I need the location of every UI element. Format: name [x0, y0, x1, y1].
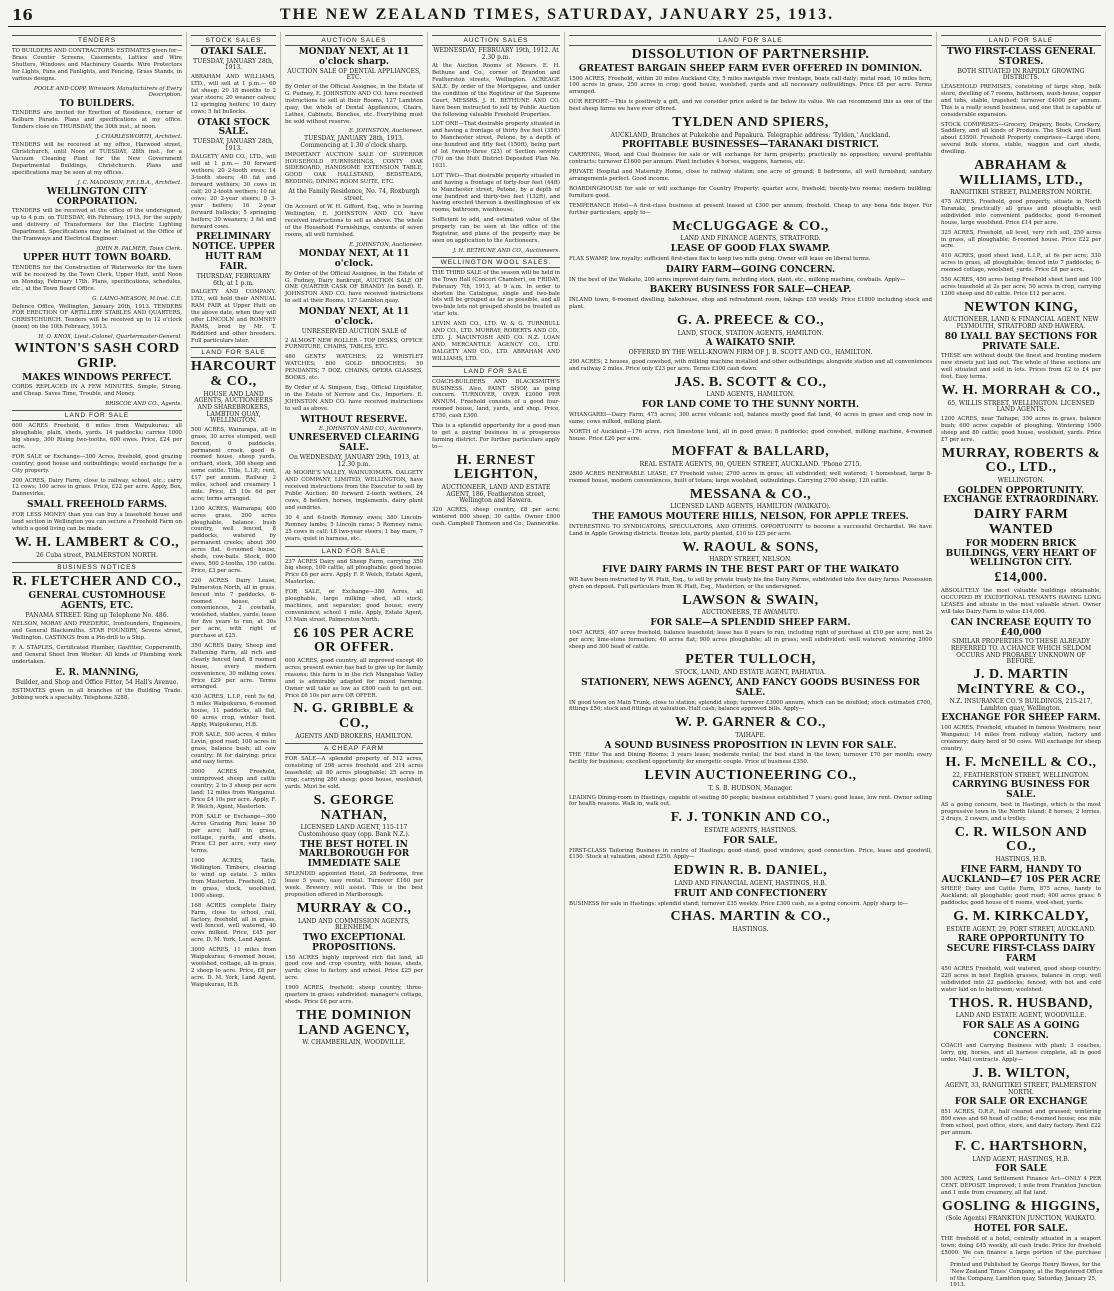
advertiser-name: MOFFAT & BALLARD,	[671, 444, 830, 460]
ad-body: 290 ACRES; 2 houses, good cowshed, with milking machine installed and other outbuildings; alongside station and all conveniences and railway 2 miles. Price only £23 per acre. Terms £300 cash down.	[569, 358, 932, 372]
ad-heading: UNRESERVED CLEARING SALE.	[288, 433, 420, 454]
ad-body: 600 ACRES, good country, all improved except 40 acres; present owner has had to give up for family reasons; this farm is in the rich Mangahao Valley and is admirably adapted for mixed farming. Owner will take as low as £800 cash to get out. Price £6 10s per acre OR OFFER.	[285, 658, 423, 699]
advertiser-name: R. FLETCHER AND CO.,	[12, 574, 182, 590]
ad-heading: RARE OPPORTUNITY TO SECURE FIRST-CLASS DAIRY FARM	[946, 934, 1096, 965]
ad-body: LEVIN AND CO., LTD. W. & G. TURNBULL AND CO., LTD. MURRAY, ROBERTS AND CO., LTD. J. MACINTOSH AND CO. N.Z. LOAN AND MERCANTILE AGENCY CO., LTD. DALGETY AND CO., LTD. ABRAHAM AND WILLIAMS, LTD.	[432, 321, 560, 362]
ad-heading: GENERAL CUSTOMHOUSE AGENTS, ETC.	[28, 590, 166, 611]
section-heading: STOCK SALES	[191, 35, 276, 46]
ad-subheading: LAND, STOCK, STATION AGENTS, HAMILTON.	[677, 329, 824, 337]
ad-subheading: HOUSE AND LAND AGENTS, AUCTIONEERS AND SHAREBROKERS, LAMBTON QUAY, WELLINGTON.	[194, 390, 273, 425]
advertiser-name: W. P. GARNER & CO.,	[675, 715, 826, 731]
ad-body: 450 ACRES Freehold, well watered, good sheep country; 220 acres in best English grasses, balance in crop; well subdivided into 22 paddocks; fenced, with hot and cold water laid on to bathroom; woolshed.	[941, 966, 1101, 993]
ad-body: FIRST-CLASS Tailoring Business in centre of Hastings; good stand, good windows, good connection. Price, lease and goodwill, £150. Stock at valuation, about £250. Apply—	[569, 847, 932, 861]
advertiser-name: £14,000.	[994, 570, 1048, 586]
ad-heading: FIVE DAIRY FARMS IN THE BEST PART OF THE WAIKATO	[602, 564, 899, 575]
ad-heading: FOR SALE AS A GOING CONCERN.	[962, 1021, 1080, 1041]
masthead	[8, 4, 1106, 27]
ad-body: LEADING Dining-room in Hastings, capable of seating 80 people; business established 7 years; good lease, low rent. Owner selling for health reasons. Walk in, walk out.	[569, 794, 932, 808]
ad-body: 600 ACRES Freehold, 6 miles from Waipukurau; all ploughable, plain, sheds, yards. 14 paddocks; carries 1000 big sheep, 300 Rising two-tooths, 600 ewes. Price, £24 per acre.	[12, 423, 182, 450]
ad-body: 851 ACRES, O.R.P., half cleared and grassed; wintering 800 ewes and 60 head of cattle; 6-roomed house; one mile from school, post office, store, and dairy factory. Rent £22 per annum.	[941, 1109, 1101, 1136]
ad-body: 320 ACRES, sheep country, £8 per acre; wintered 800 sheep, 30 cattle. Owner £800 cash. Campbell Thomson and Co., Dannevirke.	[432, 506, 560, 527]
ad-body: 3000 ACRES, 11 miles from Waipukurau; 6-roomed house, woolshed, cottage, all in grass, 2 sheep to acre. Price, £8 per acre. D. M. York, Land Agent, Waipukurau, H.B.	[191, 947, 276, 988]
advertiser-name: DISSOLUTION OF PARTNERSHIP.	[631, 47, 870, 62]
ad-body: NELSON, MORAY AND FREDERIC, Ironfounders, Engineers, and General Blacksmiths. STAR FOUNDRY, Sevens street, Wellington. CASTINGS from a Pin-drill to a Ship.	[12, 621, 182, 642]
ad-body: LOT TWO—That desirable property situated in and having a frontage of forty-four feet (44ft) to Manchester street, Petone, by a depth of one hundred and thirty-two feet (132ft), and having erected thereon a dwellinghouse of six rooms, bathroom, washhouse.	[432, 172, 560, 214]
advertiser-name: W. RAOUL & SONS,	[682, 539, 819, 555]
ad-body: FOR SALE—A splendid property of 512 acres, consisting of 298 acres freehold and 214 acres leasehold; all 80 acres ploughable; 25 acres in crop; carrying 280 sheep; good house, woolshed, yards. Must be sold.	[285, 756, 423, 791]
ad-subheading: AUCTIONEER, LAND & FINANCIAL AGENT, NEW PLYMOUTH, STRATFORD AND HAWERA.	[943, 316, 1099, 331]
ad-heading: 80 LYALL BAY SECTIONS FOR PRIVATE SALE.	[944, 331, 1098, 352]
ad-subheading: LICENSED LAND AGENTS, HAMILTON (WAIKATO).	[670, 503, 831, 511]
advertiser-name: S. GEORGE NATHAN,	[313, 792, 395, 823]
ad-subheading: TUESDAY, JANUARY 28th, 1913.	[193, 57, 274, 72]
ad-subheading: AUCTIONEER, LAND AND ESTATE AGENT, 186, Featherston street, Wellington and Hawera.	[441, 484, 551, 505]
ad-heading: FOR SALE—A SPLENDID SHEEP FARM.	[650, 617, 851, 628]
ad-body: FLAX SWAMP, low royalty; sufficient first-class flax to keep two mills going. Owner will lease on liberal terms.	[569, 255, 871, 262]
ad-subheading: HARDY STREET, NELSON.	[709, 556, 792, 564]
ad-signature: H. O. KNOX, Lieut.-Colonel, Quartermaster-General.	[38, 334, 182, 341]
ad-subheading: BOTH SITUATED IN RAPIDLY GROWING DISTRICTS.	[957, 67, 1085, 82]
advertiser-name: C. R. WILSON AND CO.,	[954, 824, 1088, 855]
ad-body: On Account of W. H. Gifford, Esq., who is leaving Wellington, E. JOHNSTON AND CO. have received instructions to sell as above. The whole of the Household Furnishings, contents of seven rooms, all well furnished.	[285, 204, 423, 238]
ad-subheading: AUCTIONEERS, TE AWAMUTU.	[701, 609, 800, 617]
ad-body: 500 ACRES, Wairarapa, all in grass, 30 acres stumped, well fenced, 6 paddocks, permanent creek, good 6-roomed house, sheep yards, orchard, stock, 300 sheep and some cattle. Title, L.I.P.; rent, £17 per annum. Railway 2 miles, school and creamery 1 mile. Price, £5 10s 6d per acre; terms arranged.	[191, 426, 276, 502]
ad-heading: THE FAMOUS MOUTERE HILLS, NELSON, FOR APPLE TREES.	[592, 511, 909, 522]
ad-subheading: PANAMA STREET. Ring up Telephone No. 486.	[25, 611, 169, 619]
ad-subheading: W. CHAMBERLAIN, WOODVILLE.	[302, 1039, 406, 1047]
ad-body: 325 ACRES, Freehold, all level, very rich soil, 250 acres in grass, all ploughable; 8-roomed house. Price £22 per acre.	[941, 229, 1101, 250]
ad-body: FOR LESS MONEY than you can buy a leasehold house and land section in Wellington you can secure a Freehold Farm on which a good living can be made.	[12, 512, 182, 532]
ad-heading: TWO FIRST-CLASS GENERAL STORES.	[946, 47, 1096, 67]
ad-subheading: LAND AGENT, HASTINGS, H.B.	[972, 1155, 1070, 1163]
section-heading: LAND FOR SALE	[941, 35, 1101, 46]
ad-signature: JOHN R. PALMER, Town Clerk.	[96, 245, 182, 252]
ad-signature: J. H. BETHUNE AND CO., Auctioneers.	[453, 247, 560, 254]
advertiser-name: THE DOMINION LAND AGENCY,	[296, 1007, 412, 1038]
ad-heading: TWO EXCEPTIONAL PROPOSITIONS.	[302, 932, 406, 953]
newspaper-title: THE NEW ZEALAND TIMES, SATURDAY, JANUARY 25, 1913.	[279, 6, 835, 23]
ad-subheading: 65, WILLIS STREET, WELLINGTON. LICENSED LAND AGENTS.	[947, 399, 1095, 414]
ad-body: WHANGAREI—Dairy Farm, 475 acres; 300 acres volcanic soil, balance mostly good flat land, 40 acres in grass and crop now in same; cows milked, milking plant.	[569, 411, 932, 425]
ad-body: 200 ACRES, Dairy Farm, close to railway, school, etc.; carry 12 cows; 100 acres in grass. Price, £22 per acre. Apply, Box, Dannevirke.	[12, 477, 182, 498]
ad-subheading: LAND AND COMMISSION AGENTS, BLENHEIM.	[298, 917, 410, 932]
ad-body: By Order of the Official Assignee, in the Estate of G. Pudney, E. JOHNSTON AND CO. have received instructions to sell at their Rooms, 127 Lambton quay, the whole of Dental Appliances, Chairs, Lathes, Cabinets, Benches, etc. Everything must be sold without reserve.	[285, 83, 423, 125]
ad-heading: CAN INCREASE EQUITY TO £40,000	[950, 617, 1092, 638]
ad-subheading: LAND AND FINANCIAL AGENT, HASTINGS, H.B.	[674, 880, 827, 888]
ad-body: 550 ACRES, 450 acres being Freehold sheet land and 100 acres leasehold at 2s per acre; 50 acres in crop, carrying 1200 sheep and 80 cattle. Price £12 per acre.	[941, 277, 1101, 297]
ad-body: SHEEP, Dairy and Cattle Farm, 875 acres, handy to Auckland; all ploughable; good road; 400 acres grass; 6 paddocks; good house of 6 rooms, wool-shed, yards.	[941, 886, 1101, 907]
ad-heading: MONDAY NEXT, At 11 o'clock.	[298, 248, 410, 269]
ad-signature: J. CHARLESWORTH, Architect.	[96, 134, 182, 141]
section-heading: LAND FOR SALE	[191, 347, 276, 358]
ad-subheading: LAND AND ESTATE AGENT, WOODVILLE.	[955, 1012, 1087, 1020]
ad-heading: THE BEST HOTEL IN MARLBOROUGH FOR IMMEDIATE SALE	[298, 839, 410, 870]
column-6	[937, 32, 1106, 1258]
advertiser-name: McCLUGGAGE & CO.,	[672, 218, 829, 234]
ad-body: This is a splendid opportunity for a good man to get a paying business in a prosperous farming district. For further particulars apply to—	[432, 423, 560, 450]
ad-body: COACH-BUILDERS AND BLACKSMITH'S BUSINESS. Also, PAINT SHOP, as going concern. TURNOVER, OVER £2000 PER ANNUM. Freehold consists of a good four-roomed house, land, yards, and shop. Price, £750, cash £300.	[432, 378, 560, 420]
ad-subheading: WELLINGTON.	[997, 476, 1045, 484]
page-number: 16	[12, 6, 33, 24]
advertiser-name: G. M. KIRKCALDY,	[953, 909, 1089, 925]
ad-heading: FRUIT AND CONFECTIONERY	[673, 888, 827, 899]
advertiser-name: GOSLING & HIGGINS,	[942, 1198, 1100, 1214]
ad-body: IMPORTANT AUCTION SALE OF SUPERIOR HOUSEHOLD FURNISHINGS, CONTY OAK SIDEBOARD, HANDSOME EXTENSION TABLE, GOOD OAK HALLSTAND, BEDSTEADS, BEDDING, DINING ROOM SUITE, ETC.	[285, 151, 423, 186]
ad-heading: BAKERY BUSINESS FOR SALE—CHEAP.	[649, 285, 852, 296]
ad-heading: A WAIKATO SNIP.	[705, 338, 796, 349]
ad-body: SPLENDID appointed Hotel, 28 bedrooms, free lease 5 years, easy rental. Turnover £160 per week. Brewery will assist. This is the best proposition offered in Marlborough.	[285, 871, 423, 898]
ad-body: ABRAHAM AND WILLIAMS, LTD., will sell at 1 p.m.— 60 fat sheep; 20 18 months to 2 year steers; 20 weaner calves; 12 springing heifers; 10 dairy cows; 5 fat bullocks.	[191, 74, 276, 115]
ad-body: LEASEHOLD PREMISES, consisting of large shop, bulk store, dwelling of 7 rooms, bathroom, wash-house, copper and tubs, stable, trapshed; turnover £4000 per annum. This is a really sound business, and one that is capable of considerable expansion.	[941, 83, 1101, 118]
ad-heading: DAIRY FARM—GOING CONCERN.	[665, 264, 836, 275]
ad-body: CORDS REPLACED IN A FEW MINUTES. Simple, Strong, and Cheap. Saves Time, Trouble, and Money.	[12, 384, 182, 398]
advertiser-name: MURRAY & CO.,	[296, 900, 412, 916]
ad-body: 168 ACRES complete Dairy Farm, close to school, rail, factory, freehold, all in grass, well fenced, well watered, 40 cows milked. Price, £45 per acre. D. M. York, Land Agent.	[191, 902, 276, 944]
ad-body: IN the best of the Waikato, 200 acres improved dairy farm, including stock, plant, etc., milking machine, cowbails. Apply—	[569, 276, 906, 283]
ad-body: 2 ALMOST NEW ROLLER - TOP DESKS, OFFICE FURNITURE, CHAIRS, TABLES, ETC.	[285, 337, 423, 351]
ad-subheading: AGENT, 33, RANGITIKEI STREET, PALMERSTON NORTH.	[945, 1082, 1097, 1096]
column-3	[281, 32, 428, 1282]
ad-body: 2800 ACRES RENEWABLE LEASE, £7 Freehold value; 2700 acres in grass; all subdivided; well watered; 1 homestead, large 8-roomed house, modern conveniences, built of totara; large woolshed, outbuildings. Carrying 2700 sheep, 120 cattle.	[569, 470, 932, 484]
ad-body: Defence Office, Wellington, January 20th, 1913. TENDERS FOR ERECTION OF ARTILLERY STABLES AND QUARTERS, CHRISTCHURCH. Tenders will be received up to 12 o'clock (noon) on the 10th February, 1913.	[12, 303, 182, 331]
ad-body: 350 ACRES Dairy, Sheep and Fattening Farm, all rich and clearly fenced land, 8 roomed house, every modern convenience, 30 milking cows. Price £29 per acre. Terms arranged.	[191, 642, 276, 691]
ad-body: THE 'Elite' Tea and Dining Rooms; 3 years lease; moderate rental; the best stand in the town; turnover £70 per month; every facility for business; excellent opportunity for energetic couple. Price of business £350.	[569, 752, 932, 766]
advertiser-name: EDWIN R. B. DANIEL,	[673, 863, 828, 879]
ad-body: TO BUILDERS AND CONTRACTORS: ESTIMATES given for—Brass Counter Screens, Casements, Lattice and Wire Shutters, Windows and Machinery Guards. Wire Protectors for Lights, Fans and Fanlights, and Fencing, Grass Stands, in various designs.	[12, 48, 182, 82]
ad-body: DALGETY AND CO., LTD., will sell at 1 p.m.— 50 forward wethers; 20 2-tooth ewes; 14 3-tooth steers; 40 fat and forward wethers; 30 cows in calf; 20 2-tooth wethers; 10 fat cows; 20 2-year steers; 8 3-year heifers; 16 2-year forward bullocks; 5 springing heifers; 30 weaners; 3 fat and forward cows.	[191, 154, 276, 230]
ad-heading: SMALL FREEHOLD FARMS.	[26, 500, 168, 511]
ad-body: PRIVATE Hospital and Maternity Home, close to railway station; one acre of ground; 8 bedrooms, all well furnished; sanitary arrangements perfect. Good income.	[569, 169, 932, 182]
ad-subheading: LAND AGENTS, HAMILTON.	[706, 391, 795, 399]
ad-body: TENDERS for the Construction of Waterworks for the town will be received by the Town Clerk, Upper Hutt, until Noon on Monday, February 17th. Plans, specifications, schedules, etc., at the Town Board Office.	[12, 264, 182, 292]
ad-subheading: THURSDAY, FEBRUARY 6th, at 1 p.m.	[196, 273, 271, 287]
ad-body: 1200 ACRES, Wairarapa; 400 acres grass, 200 acres ploughable, balance bush country, well fenced, 8 paddocks, watered by permanent creeks; about 300 acres flat. 6-roomed house, sheds, cow-bails. Stock, 800 ewes, 500 2-tooths, 150 cattle. Price, £3 per acre.	[191, 505, 276, 574]
ad-body: 1900 ACRES, Tatla, Wellington. Timbers, clearing to wind up estate. 3 miles from Masterton. Freehold, 1/2 in grass, stock, woolshed, 1000 sheep.	[191, 858, 276, 899]
ad-heading: OTAKI SALE.	[200, 47, 267, 57]
ad-subheading: STOCK, LAND, AND ESTATE AGENT, PAHIATUA.	[675, 669, 826, 677]
ad-subheading: At the Family Residence, No. 74, Roxburgh street.	[288, 188, 420, 202]
printers-imprint: Printed and Published by George Henry Bowes, for the 'New Zealand Times' Company, at the Registered Office of the Company, Lambton quay, Saturday, January 25, 1913.	[950, 1262, 1103, 1289]
ad-body: CARRYING, Wood, and Coal Business for sale or will exchange for farm property; practically no opposition; several profitable contracts; turnover £1600 per annum. Plant includes 4 horses, waggons, harness, etc.	[569, 152, 932, 166]
ad-subheading: LAND AND FINANCE AGENTS, STRATFORD.	[680, 235, 821, 243]
ad-body: Sufficient to add, and estimated value of the property can be seen at the office of the Registrar, and plans of the property may be seen on application to the Auctioneers.	[432, 217, 560, 244]
ad-body: THE THIRD SALE of the season will be held in the Town Hall (Concert Chamber), on FRIDAY, February 7th, 1913, at 9 a.m. In order to shorten the Catalogue, single and two-bale lots will be grouped as far as possible, and all two-bale lots not grouped should be treated as 'star' lots.	[432, 269, 560, 318]
ad-subheading: (Sole Agents) FRANKTON JUNCTION, WAIKATO.	[945, 1215, 1097, 1223]
ad-body: THESE are without doubt the finest and fronting modern new streets just laid out. The whole of these sections are well situated and sold in lots. Prices from £2 to £4 per foot. Easy terms.	[941, 353, 1101, 381]
ad-body: WE have been instructed by W. Platt, Esq., to sell by private treaty his fine Dairy Farms, subdivided into five dairy farms. Possession given on deposit. Full particulars from W. Platt, Esq., Masterton, or the undersigned.	[569, 576, 932, 590]
ad-body: At MOORE'S VALLEY, WAINUIOMATA. DALGETY AND COMPANY, LIMITED, WELLINGTON, have received instructions from the Executor to sell by Public Auction: 80 forward 2-tooth wethers, 24 cows, 8 heifers, horses, implements, dairy plant and sundries.	[285, 470, 423, 511]
ad-heading: A SOUND BUSINESS PROPOSITION IN LEVIN FOR SALE.	[604, 740, 897, 751]
ad-heading: FOR SALE OR EXCHANGE	[954, 1097, 1088, 1108]
advertiser-name: £6 10S PER ACRE OR OFFER.	[293, 625, 415, 656]
advertiser-name: DAIRY FARM WANTED	[973, 507, 1069, 537]
advertiser-name: NEWTON KING,	[964, 299, 1078, 315]
ad-body: 150 ACRES highly improved rich flat land, all good cow and crop country, with house, sheds, yards; close to factory and school. Price £25 per acre.	[285, 954, 423, 982]
advertiser-name: ABRAHAM & WILLIAMS, LTD.,	[959, 158, 1083, 188]
ad-subheading: HASTINGS.	[732, 926, 769, 934]
ad-heading: GOLDEN OPPORTUNITY. EXCHANGE EXTRAORDINARY.	[943, 485, 1099, 506]
ad-heading: TO BUILDERS.	[59, 98, 135, 109]
ad-subheading: Builder, and Shop and Office Fitter, 54 Hall's Avenue.	[15, 678, 179, 686]
ad-body: BUSINESS for sale in Hastings; splendid stand; turnover £35 weekly. Price £300 cash, as a going concern. Apply sharp to—	[569, 900, 909, 907]
ad-subheading: T. S. B. HUDSON, Manager.	[708, 784, 793, 792]
ad-subheading: AGENTS AND BROKERS, HAMILTON.	[295, 732, 413, 740]
section-heading: TENDERS	[12, 35, 182, 46]
ad-heading: MAKES WINDOWS PERFECT.	[22, 372, 172, 383]
ad-heading: LEASE OF GOOD FLAX SWAMP.	[670, 243, 831, 254]
ad-body: 1200 ACRES, near Taihape; 350 acres in grass, balance bush; 600 acres capable of ploughing. Wintering 1500 sheep and 80 cattle; good house, woolshed, yards. Price £7 per acre.	[941, 415, 1101, 443]
section-heading: LAND FOR SALE	[285, 546, 423, 557]
ad-subheading: REAL ESTATE AGENTS, 90, QUEEN STREET, AUCKLAND. 'Phone 2715.	[639, 461, 862, 469]
section-heading: BUSINESS NOTICES	[12, 562, 182, 573]
ad-body: TEMPERANCE Hotel—A first-class business at present leased at £300 per annum, freehold. Cheap to any bona fide buyer. For further particulars, apply to—	[569, 202, 932, 216]
advertiser-name: MESSANA & CO.,	[689, 486, 812, 502]
ad-subheading: TUESDAY, JANUARY 28th, 1913.	[193, 138, 274, 152]
ad-heading: UPPER HUTT TOWN BOARD.	[22, 252, 172, 263]
ad-heading: FOR SALE.	[723, 835, 778, 846]
advertiser-name: JAS. B. SCOTT & CO.,	[674, 374, 827, 390]
section-heading: LAND FOR SALE	[432, 366, 560, 377]
ad-body: FOR SALE, or Exchange—380 Acres, all ploughable, large milking shed, all stock, machines, and separator; good house; every convenience; school 1 mile. Apply, Estate Agent, 13 Main street, Palmerston North.	[285, 589, 423, 623]
ad-signature: J. C. MADDISON, F.R.I.B.A., Architect.	[77, 179, 182, 186]
ad-body: By Order of A. Simpson, Esq., Official Liquidator, in the Estate of Nerrow and Co., Importers. E. JOHNSTON AND CO. have received instructions to sell as above.	[285, 384, 423, 412]
column-5	[565, 32, 937, 1282]
ad-body: ABSOLUTELY the most valuable buildings obtainable, OCCUPIED BY EXCEPTIONAL TENANTS HAVING LONG LEASES and situate in the most valuable street. Owner will take Dairy Farm to value £14,000.	[941, 588, 1101, 615]
advertiser-name: WINTON'S SASH CORD GRIP.	[14, 341, 180, 371]
ad-heading: FOR LAND COME TO THE SUNNY NORTH.	[641, 399, 860, 410]
ad-body: 30 4 and 6-tooth Romney ewes; 380 Lincoln-Romney lambs; 5 Lincoln rams; 5 Romney rams; 25 cows in calf; 18 two-year steers; 1 bay mare, 7 years, quiet in harness, etc.	[285, 514, 423, 542]
ad-body: OUR REPORT:—This is positively a gift, and we consider price asked is far below its value. We can recommend this as one of the best sheep farms we have ever offered.	[569, 99, 932, 113]
ad-body: 475 ACRES, Freehold, good property, situate in North Taranaki, practically all grass and ploughable; well subdivided into convenient paddocks; good 6-roomed house, large woolshed. Price £14 per acre.	[941, 199, 1101, 226]
ad-signature: G. LAING-MEASON, M.Inst. C.E.	[92, 295, 182, 302]
advertiser-name: W. H. LAMBERT & CO.,	[14, 534, 180, 550]
ad-body: 100 ACRES, Freehold, situated in famous Westmere, near Wanganui; 14 miles from railway station, factory and creamery; dairy herd of 50 cows. Will exchange for sheep country.	[941, 725, 1101, 752]
column-1	[8, 32, 187, 1282]
advertiser-name: PETER TULLOCH,	[685, 652, 816, 668]
ad-body: FOR SALE or Exchange—300 Acres Grazing Run; lease 50 per acre; half in grass, cottage, yards, and sheds. Price £3 per acre, very easy terms.	[191, 813, 276, 855]
ad-body: FOR SALE, 500 acres, 4 miles Levin, good road; 100 acres in grass, balance bush; all cow country; fit for dairying; price and easy terms.	[191, 731, 276, 766]
advertiser-name: H. F. McNEILL & CO.,	[945, 754, 1097, 770]
ad-subheading: RANGITIKEI STREET, PALMERSTON NORTH.	[950, 189, 1092, 197]
ad-heading: WITHOUT RESERVE.	[300, 414, 408, 425]
ad-body: 220 ACRES Dairy Lease, Palmerston North, all in grass, fenced into 7 paddocks, 6-roomed house, all conveniences, 2 cowbails, woolshed, stables, yards; lease for five years to run, at 30s per acre, with right of purchase at £25.	[191, 577, 276, 640]
ad-heading: GREATEST BARGAIN SHEEP FARM EVER OFFERED IN DOMINION.	[578, 63, 923, 74]
ad-subheading: WEDNESDAY, FEBRUARY 19th, 1912. At 2.30 p.m.	[433, 47, 559, 61]
advertiser-name: CHAS. MARTIN & CO.,	[670, 909, 831, 925]
ad-body: NORTH of Auckland—176 acres, rich limestone land, all in good grass; 8 paddocks; good cowshed, milking machine, 4-roomed house. Price £20 per acre.	[569, 428, 932, 442]
section-heading: LAND FOR SALE	[12, 410, 182, 421]
ad-heading: WELLINGTON CITY CORPORATION.	[46, 186, 148, 207]
ad-body: 410 ACRES, good sheet land, L.I.P., at 6s per acre; 330 acres in grass, all ploughable; fenced into 7 paddocks; 6-roomed cottage, woolshed, yards. Price £8 per acre.	[941, 253, 1101, 274]
advertiser-name: N. G. GRIBBLE & CO.,	[293, 701, 415, 732]
ad-body: IN good town on Main Trunk, close to station; splendid shop; turnover £3000 annum, which can be doubled; stock estimated £700, fittings £50; stock and fittings at valuation. Half cash; balance approved bills. Apply—	[569, 699, 932, 713]
ad-signature: E. JOHNSTON, Auctioneer.	[349, 241, 423, 248]
ad-subheading: N.Z. INSURANCE CO.'S BUILDINGS, 215-217, Lambton quay, Wellington.	[949, 698, 1093, 712]
ad-subheading: TAIHAPE.	[735, 732, 766, 739]
ad-body: INTERESTING TO SYNDICATORS, SPECULATORS, AND OTHERS. OPPORTUNITY to become a successful Orchardist. We have Land in Apple Growing districts. Bronze lots, partly planted, £10 to £25 per acre.	[569, 523, 932, 537]
ad-body: FOR SALE or Exchange—300 Acres, freehold, good grazing country; good house and outbuildings; would exchange for a City property.	[12, 453, 182, 474]
ad-heading: OTAKI STOCK SALE.	[197, 117, 270, 138]
ad-body: COACH and Carrying Business with plant; 3 coaches, lorry, gig, horses, and all harness complete, all in good order. Mail contracts. Apply—	[941, 1042, 1101, 1063]
column-2	[187, 32, 281, 1282]
ad-signature: E. JOHNSTON AND CO., Auctioneers.	[319, 426, 423, 433]
ad-heading: MONDAY NEXT, At 11 o'clock sharp.	[298, 47, 410, 67]
ad-body: THE freehold of a hotel, centrally situated in a seaport town; doing £45 weekly, all cash trade. Price for freehold £5000. We can finance a large portion of the purchase	[941, 1235, 1101, 1256]
ad-body: DALGETY AND COMPANY, LTD., will hold their ANNUAL RAM FAIR at Upper Hutt on the above date, when they will offer LINCOLN and ROMNEY RAMS, bred by Mr. T. Riddiford and other breeders. Full particulars later.	[191, 289, 276, 344]
section-heading: WELLINGTON WOOL SALES.	[432, 257, 560, 268]
section-heading: A CHEAP FARM	[285, 743, 423, 754]
ad-subheading: On WEDNESDAY, JANUARY 29th, 1913, at 12.30 p.m.	[289, 454, 419, 468]
ad-body: BOARDINGHOUSE for sale or will exchange for Country Property; quarter acre, freehold; twenty-two rooms; modern building; furniture good.	[569, 185, 932, 199]
ad-subheading: TUESDAY, JANUARY 28th, 1913. Commencing at 1.30 o'clock sharp.	[300, 135, 408, 149]
ad-body: 430 ACRES, L.I.P., rent 5s 6d, 5 miles Waipukurau, 6-roomed house, 11 paddocks, all flat, 60 acres crop, winter feed. Apply, Waipukurau, H.B.	[191, 694, 276, 728]
ad-subheading: LICENSED LAND AGENT, 115-117 Customhouse quay (opp. Bank N.Z.).	[298, 824, 410, 838]
advertiser-name: H. ERNEST LEIGHTON,	[454, 452, 538, 483]
advertiser-name: LAWSON & SWAIN,	[682, 592, 819, 608]
ad-heading: PRELIMINARY NOTICE. UPPER HUTT RAM FAIR.	[192, 232, 275, 273]
ad-signature: BRISCOE AND CO., Agents.	[105, 401, 182, 408]
advertiser-name: W. H. MORRAH & CO.,	[941, 383, 1101, 399]
ad-body: 1500 ACRES, Freehold, within 20 miles Auckland City, 5 miles navigable river frontage, boats call daily; metal road, 10 miles fern, 100 acres in grass, 250 acres in crop; good house, woolshed, yards and all necessary outbuildings. Price £8 per acre. Terms arranged.	[569, 75, 932, 96]
advertiser-name: THOS. R. HUSBAND,	[949, 995, 1093, 1011]
advertiser-name: F. J. TONKIN AND CO.,	[670, 810, 831, 826]
ad-body: TENDERS will be received at my office, Harwood street, Christchurch, until Noon of TUESDAY, 28th inst., for a Vacuum Cleaning Plant for the New Government Departmental Buildings, Christchurch. Plans and specifications may be seen at my offices.	[12, 142, 182, 176]
ad-heading: HOTEL FOR SALE.	[973, 1224, 1068, 1235]
advertiser-name: MURRAY, ROBERTS & CO., LTD.,	[941, 445, 1101, 476]
ad-body: STOCK COMPRISES—Grocery, Drapery, Boots, Crockery, Saddlery, and all kinds of Produce. The Stock and Plant about £3500. Freehold Property comprises—Large store, several bulk stores, stable, waggon and cart sheds, dwelling.	[941, 121, 1101, 156]
advertiser-name: J. D. MARTIN McINTYRE & CO.,	[956, 666, 1086, 697]
ad-body: 1047 ACRES, 407 acres freehold, balance leasehold; lease has 8 years to run, including right of purchase at £10 per acre; rent 2s per acre; lime-stone formation; 40 acres flat; 900 acres ploughable; all in grass; well subdivided; well watered; wintering 2000 sheep and 300 head of cattle.	[569, 629, 932, 650]
ad-subheading: UNRESERVED AUCTION SALE of	[301, 327, 407, 335]
ad-body: TENDERS are invited for Erection of Residence, corner of Kelburn Parade. Plans and specifications at my office. Tenders close on THURSDAY, the 30th inst., at noon.	[12, 110, 182, 131]
ad-body: 3000 ACRES Freehold, unimproved sheep and cattle country; 2 to 3 sheep per acre land; 12 miles from Wanganui. Price £4 10s per acre. Apply, F. P. Welch, Agent, Masterton.	[191, 769, 277, 810]
ad-subheading: AUCKLAND, Branches at Pukekohe and Papakura. Telegraphic address: 'Tylden,' Auckland.	[610, 131, 891, 139]
section-heading: LAND FOR SALE	[569, 35, 932, 46]
ad-body: AS a going concern, best in Hastings, which is the most progressive town in the North Island; 8 horses, 2 lorries, 2 drays, 2 covers, and a trolley.	[941, 801, 1101, 822]
ad-signature: E. JOHNSTON, Auctioneer.	[349, 128, 423, 135]
advertiser-name: J. B. WILTON,	[972, 1065, 1070, 1081]
ad-subheading: 22, FEATHERSTON STREET, WELLINGTON.	[952, 771, 1090, 779]
ad-body: 237 ACRES Dairy and Sheep Farm, carrying 350 big sheep, 100 cattle, all ploughable; good house. Price £6 per acre. Apply F. P. Welch, Estate Agent, Masterton.	[285, 558, 423, 586]
ad-body: 480 GENTS' WATCHES; 22 WRISTLET WATCHES; 800 GOLD BROOCHES; 50 PENDANTS; 7 DOZ. CHAINS, OPERA GLASSES, BOOKS, etc.	[285, 354, 423, 382]
column-4	[428, 32, 565, 1282]
ad-body: By Order of the Official Assignee, in the Estate of G. Pudney, Dairy bankrupt, AUCTION SALE OF ONE QUARTER CASK OF BRANDY (in bond). E. JOHNSTON AND CO. have received instructions to sell at their Rooms, 127 Lambton quay.	[285, 270, 423, 305]
ad-subheading: AUCTION SALE OF DENTAL APPLIANCES, ETC.	[287, 67, 421, 82]
advertiser-name: TYLDEN AND SPIERS,	[672, 115, 829, 131]
ad-heading: STATIONERY, NEWS AGENCY, AND FANCY GOODS BUSINESS FOR SALE.	[581, 677, 920, 698]
ad-body: At the Auction Rooms of Messrs. E. H. Bethune and Co., corner of Brandon and Featherston streets, Wellington. ACREAGE SALE. By order of the Mortgagee, and under the condition of the Registrar of the Supreme Court, MESSRS. J. H. BETHUNE AND CO. have been instructed to sell by Public Auction the following valuable Freehold Properties.	[432, 63, 560, 118]
ad-subheading: ESTATE AGENTS, HASTINGS.	[704, 827, 797, 835]
advertiser-name: G. A. PREECE & CO.,	[676, 313, 825, 329]
ad-body: 1900 ACRES, freehold; sheep country, three-quarters in grass; subdivided; manager's cottage, sheds. Price £6 per acre.	[285, 985, 423, 1005]
section-heading: AUCTION SALES	[285, 35, 423, 46]
ad-body: F. A. STAPLES, Certificated Plumber, Gasfitter, Coppersmith, and General Sheet Iron Worker. All kinds of Plumbing work undertaken.	[12, 644, 182, 665]
ad-subheading: OFFERED BY THE WELL-KNOWN FIRM OF J. B. SCOTT AND CO., HAMILTON.	[628, 349, 873, 357]
ad-heading: EXCHANGE FOR SHEEP FARM.	[941, 713, 1101, 724]
ad-body: ESTIMATES given in all branches of the Building Trade. Jobbing work a speciality. Telephone 3288.	[12, 688, 182, 702]
ad-heading: FOR SALE	[995, 1164, 1047, 1175]
ad-subheading: ESTATE AGENT, 29, PORT STREET, AUCKLAND.	[946, 925, 1096, 933]
ad-signature: POOLE AND COPP, Wirework Manufacturers of Every Description.	[34, 85, 182, 98]
ad-body: 500 ACRES, Land Settlement Finance Act—ONLY 4 PER CENT. DEPOSIT. Improved; 1 mile from Frankton Junction and 1 mile from creamery, all flat land.	[941, 1176, 1101, 1196]
advertiser-name: F. C. HARTSHORN,	[954, 1138, 1088, 1154]
ad-subheading: SIMILAR PROPERTIES TO THESE ALREADY REFERRED TO. A CHANCE WHICH SELDOM OCCURS AND PROBABLY UNKNOWN OF BEFORE.	[950, 638, 1092, 666]
ad-body: TENDERS will be received at the office of the undersigned, up to 4 p.m. on TUESDAY, 4th February, 1913, for the supply and delivery of Transformers for the Electric Lighting Department. Specifications may be obtained at the Office of the Tramways and Electrical Engineer.	[12, 208, 182, 243]
ad-body: INLAND town, 6-roomed dwelling, bakehouse, shop and refreshment room, takings £35 weekly. Price £1800 including stock and plant.	[569, 297, 932, 311]
advertiser-name: LEVIN AUCTIONEERING CO.,	[644, 768, 857, 784]
ad-heading: FOR MODERN BRICK BUILDINGS, VERY HEART OF WELLINGTON CITY.	[945, 538, 1097, 569]
ad-subheading: HASTINGS, H.B.	[995, 856, 1047, 864]
ad-heading: E. R. MANNING,	[55, 667, 139, 678]
ad-heading: FINE FARM, HANDY TO AUCKLAND—£7 10S PER ACRE	[941, 864, 1101, 885]
ad-heading: CARRYING BUSINESS FOR SALE.	[952, 780, 1090, 801]
ad-heading: MONDAY NEXT, At 11 o'clock.	[298, 307, 410, 328]
section-heading: AUCTION SALES	[432, 35, 560, 46]
ad-heading: PROFITABLE BUSINESSES—TARANAKI DISTRICT.	[622, 140, 879, 151]
advertiser-name: HARCOURT & CO.,	[191, 359, 277, 390]
ad-body: LOT ONE—That desirable property situated in and having a frontage of thirty five feet (35ft) to Manchester street, Petone, by a depth of one hundred and fifty feet (150ft), being part of lot twenty-three (23) of Section seventy (70) on the Hutt District Deposited Plan No. 1031.	[432, 121, 560, 169]
ad-subheading: 26 Cuba street, PALMERSTON NORTH.	[36, 551, 158, 559]
